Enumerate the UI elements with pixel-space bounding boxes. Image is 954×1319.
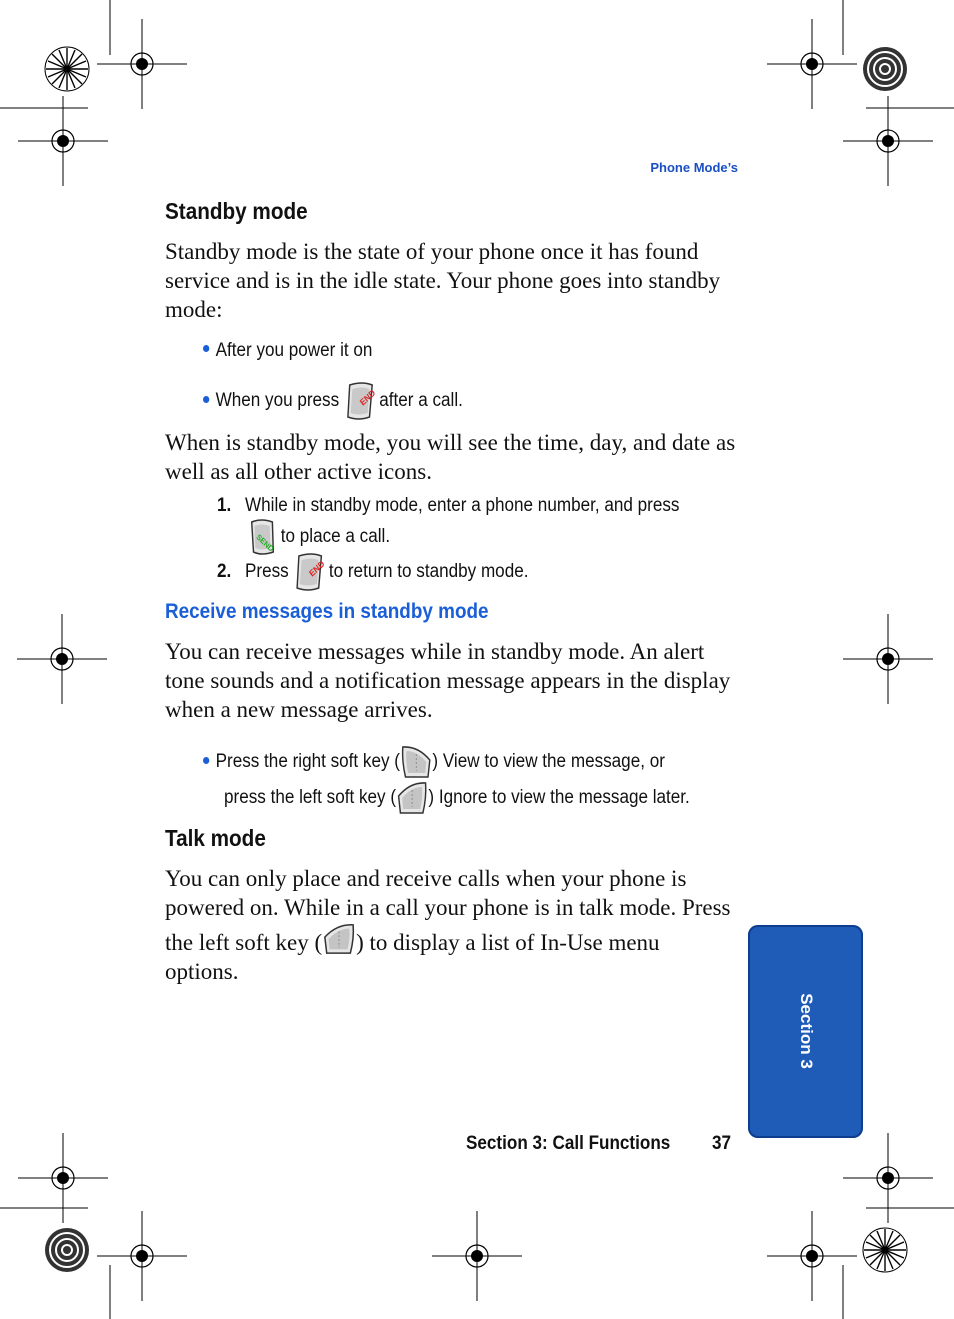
step-text: Press [245, 561, 289, 583]
step-1-cont [249, 518, 390, 556]
step-text: to place a call. [280, 526, 391, 548]
svg-text:SEND: SEND [254, 532, 276, 554]
running-header: Phone Mode’s [650, 160, 738, 175]
svg-text:END: END [357, 387, 377, 408]
bullet-soft-keys [203, 744, 665, 780]
bullet-text: press the left soft key ( [224, 787, 397, 809]
receive-heading: Receive messages in standby mode [165, 600, 489, 623]
send-key-icon [249, 518, 276, 556]
bullet-text: Press the right soft key ( [215, 751, 400, 773]
bullet-text: ) View to view the message, or [432, 751, 665, 773]
bullet-dot [203, 757, 209, 764]
bullet-press-end [203, 381, 463, 421]
standby-display-para: When is standby mode, you will see the time, day, and date as well as all other active icons. [165, 430, 736, 484]
right-soft-key-icon [400, 744, 432, 780]
left-soft-key-icon [322, 922, 356, 956]
end-key-icon [294, 552, 325, 592]
bullet-dot [203, 345, 209, 352]
step-2 [217, 552, 528, 592]
step-text: While in standby mode, enter a phone number, and press [245, 495, 680, 516]
end-key-icon [344, 381, 375, 421]
section-side-tab [748, 925, 863, 1138]
side-tab-label: Section 3 [797, 993, 816, 1069]
bullet-text: ) Ignore to view the message later. [428, 787, 690, 809]
talk-heading: Talk mode [165, 825, 266, 851]
step-text: to return to standby mode. [328, 561, 529, 583]
left-soft-key-icon [396, 780, 428, 816]
talk-para-text: You can only place and receive calls when your phone is powered on. While in a call your phone is in talk mode. Press the left soft key ( [165, 866, 731, 955]
step-number: 1. [217, 495, 232, 516]
bullet-power-on [203, 340, 372, 362]
step-1 [217, 495, 679, 517]
bullet-text: After you power it on [215, 340, 373, 361]
footer-section-title: Section 3: Call Functions [466, 1133, 671, 1154]
standby-intro: Standby mode is the state of your phone once it has found service and is in the idle state. Your phone goes into standby mode: [165, 239, 721, 322]
talk-para-text: ) to display a list of In-Use menu options. [165, 930, 660, 984]
step-number: 2. [217, 561, 232, 583]
bullet-dot [203, 396, 209, 403]
bullet-soft-keys-cont [224, 780, 690, 816]
receive-para: You can receive messages while in standby mode. An alert tone sounds and a notification message appears in the display when a new message arrives. [165, 639, 731, 722]
bullet-text: When you press [215, 390, 340, 412]
standby-heading: Standby mode [165, 198, 308, 224]
bullet-text: after a call. [379, 390, 463, 412]
svg-text:END: END [307, 558, 327, 579]
page-number: 37 [712, 1133, 732, 1154]
talk-para [165, 864, 737, 986]
